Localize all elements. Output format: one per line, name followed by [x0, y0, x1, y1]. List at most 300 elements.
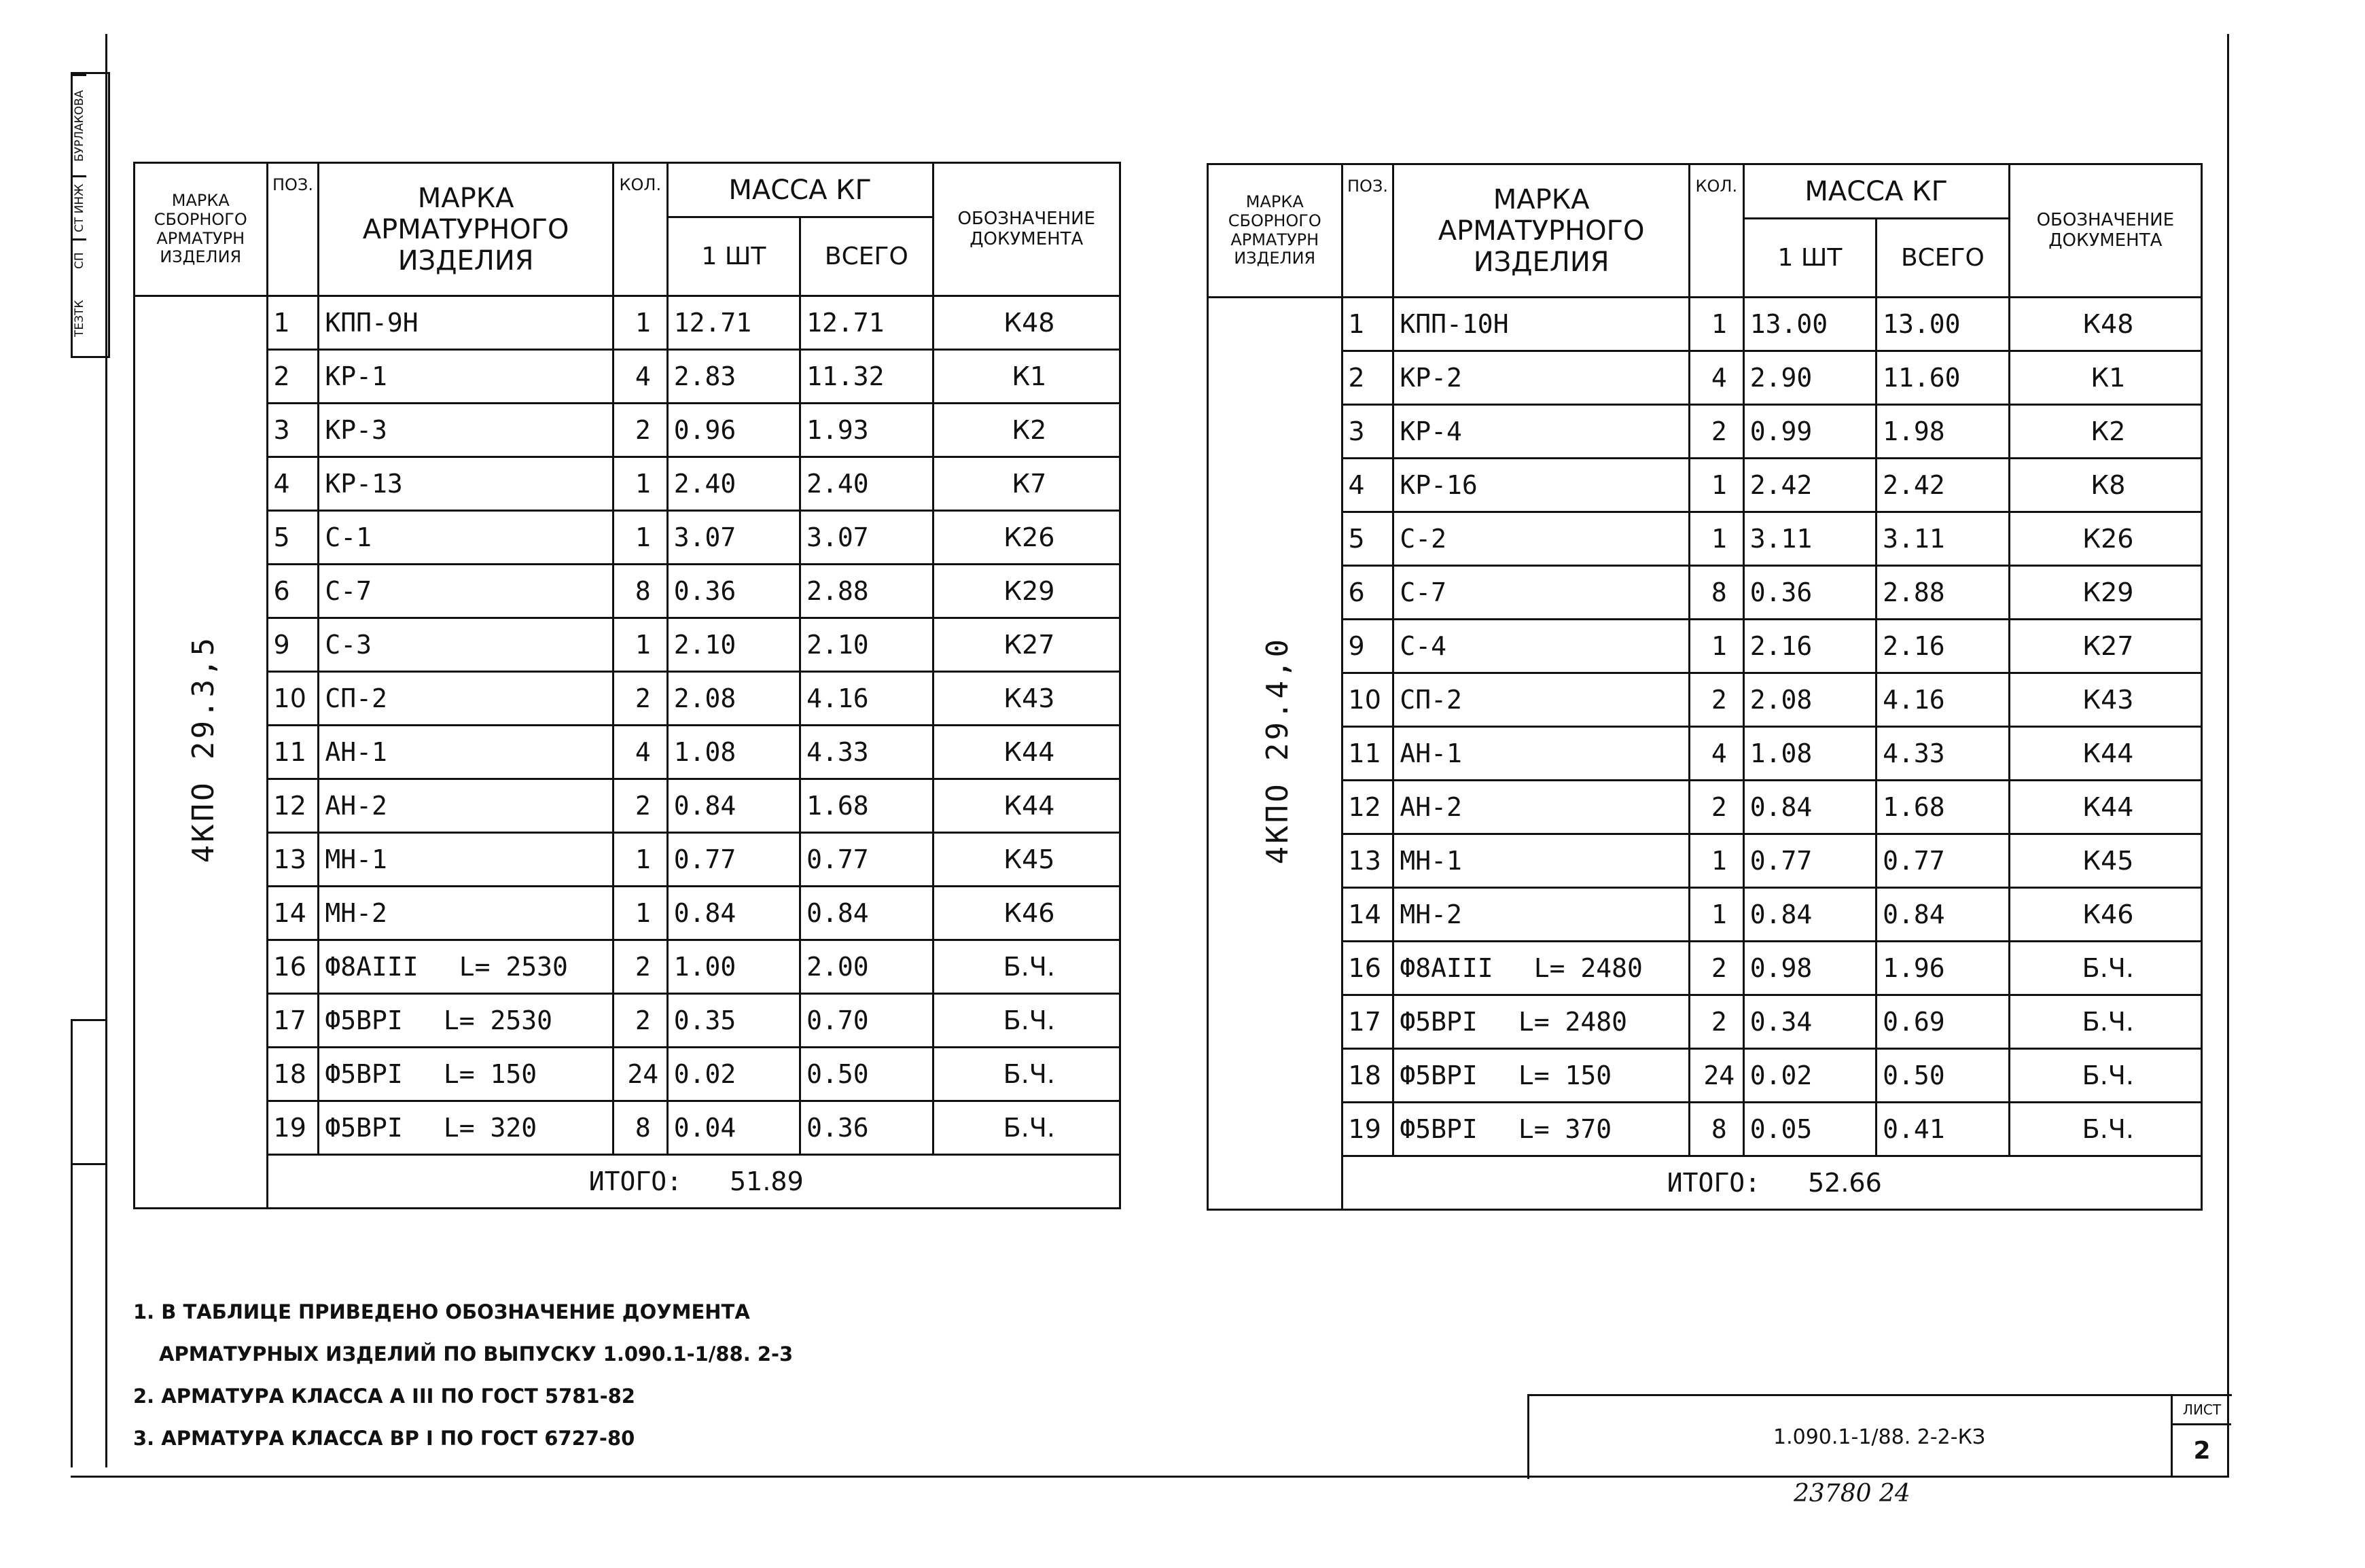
position-cell: 1 [1342, 298, 1393, 351]
frame-left-tick-2 [71, 1163, 106, 1165]
mass-one-cell: 2.42 [1743, 459, 1876, 512]
rebar-mark: Ф8АIII [325, 952, 419, 982]
rebar-mark: АН-1 [325, 737, 387, 767]
rebar-mark: КР-2 [1400, 363, 1462, 393]
rebar-mark: АН-2 [1400, 792, 1462, 822]
position-cell: 13 [1342, 834, 1393, 888]
position-cell: 10 [1342, 673, 1393, 727]
document-cell: К43 [2009, 673, 2201, 727]
mass-one-cell: 3.11 [1743, 512, 1876, 566]
sheet-number: 2 [2193, 1437, 2211, 1465]
mass-one-cell: 0.36 [1743, 566, 1876, 620]
document-cell: К29 [2009, 566, 2201, 620]
rebar-mark: МН-1 [325, 844, 387, 874]
position-cell: 12 [267, 779, 319, 833]
table-row [135, 296, 1120, 350]
table-row [135, 833, 1120, 887]
notes [133, 1291, 793, 1459]
table-row [1208, 298, 2202, 351]
table-row [1208, 351, 2202, 405]
rebar-mark: КР-1 [325, 361, 387, 391]
table-row [135, 511, 1120, 565]
table-row [1208, 1049, 2202, 1103]
total-label: ИТОГО: [588, 1166, 682, 1196]
table-row [1208, 995, 2202, 1049]
assembly-mark: 4КПО 29.3,5 [185, 635, 221, 863]
quantity-cell: 4 [613, 350, 667, 404]
stamp-cell: ТЕЗТК [73, 300, 86, 338]
rebar-mark-cell [319, 779, 613, 833]
note-1-continued: АРМАТУРНЫХ ИЗДЕЛИЙ ПО ВЫПУСКУ 1.090.1-1/88. 2-3 [159, 1342, 794, 1366]
position-cell: 12 [1342, 781, 1393, 834]
mass-total-cell: 13.00 [1877, 298, 2009, 351]
quantity-cell: 2 [1689, 995, 1743, 1049]
rebar-mark-cell [319, 296, 613, 350]
position-cell: 3 [267, 404, 319, 457]
rebar-length: L= 2530 [443, 1005, 552, 1035]
quantity-cell: 2 [1689, 942, 1743, 995]
position-cell: 18 [1342, 1049, 1393, 1103]
note-2: 2. АРМАТУРА КЛАССА А III ПО ГОСТ 5781-82 [133, 1385, 635, 1408]
table-row [135, 940, 1120, 994]
mass-one-cell: 1.08 [1743, 727, 1876, 781]
total-value: 52.66 [1808, 1168, 1882, 1198]
document-cell: Б.Ч. [2009, 942, 2201, 995]
position-cell: 3 [1342, 405, 1393, 459]
assembly-mark: 4КПО 29.4,0 [1260, 636, 1295, 865]
header-quantity: КОЛ. [613, 163, 667, 296]
document-cell: К27 [2009, 620, 2201, 673]
footer-handwritten-note: 23780 24 [1794, 1480, 1910, 1508]
rebar-mark-cell [1393, 405, 1689, 459]
rebar-mark: С-7 [1400, 577, 1447, 607]
position-cell: 4 [1342, 459, 1393, 512]
rebar-mark-cell [1393, 781, 1689, 834]
total-label: ИТОГО: [1667, 1168, 1760, 1198]
quantity-cell: 8 [613, 1101, 667, 1155]
table-row [1208, 1103, 2202, 1156]
rebar-mark: Ф5ВРI [325, 1005, 403, 1035]
mass-total-cell: 1.96 [1877, 942, 2009, 995]
table-row [135, 779, 1120, 833]
mass-total-cell: 0.84 [800, 887, 933, 940]
mass-total-cell: 2.40 [800, 457, 933, 511]
table-row [1208, 620, 2202, 673]
header-quantity: КОЛ. [1689, 164, 1743, 298]
document-cell: К8 [2009, 459, 2201, 512]
table-row [1208, 459, 2202, 512]
position-cell: 5 [1342, 512, 1393, 566]
rebar-mark-cell [1393, 298, 1689, 351]
table-row [135, 1101, 1120, 1155]
rebar-length: L= 370 [1518, 1114, 1612, 1144]
document-cell: К44 [2009, 781, 2201, 834]
mass-total-cell: 1.93 [800, 404, 933, 457]
quantity-cell: 2 [613, 994, 667, 1048]
total-cell [1342, 1156, 2201, 1210]
mass-total-cell: 11.32 [800, 350, 933, 404]
mass-one-cell: 0.98 [1743, 942, 1876, 995]
rebar-mark-cell [319, 350, 613, 404]
stamp-cell: СП [73, 238, 86, 281]
position-cell: 6 [1342, 566, 1393, 620]
header-assembly-mark: МАРКА СБОРНОГО АРМАТУРН ИЗДЕЛИЯ [135, 163, 268, 296]
document-cell: К27 [933, 618, 1120, 672]
position-cell: 2 [1342, 351, 1393, 405]
document-cell: Б.Ч. [2009, 1103, 2201, 1156]
mass-total-cell: 2.42 [1877, 459, 2009, 512]
document-cell: К48 [933, 296, 1120, 350]
mass-total-cell: 2.00 [800, 940, 933, 994]
header-mass-total: ВСЕГО [1877, 219, 2009, 298]
mass-total-cell: 4.16 [1877, 673, 2009, 727]
quantity-cell: 24 [613, 1048, 667, 1101]
document-cell: Б.Ч. [933, 994, 1120, 1048]
frame-left-margin-line [71, 1019, 73, 1467]
document-cell: К26 [2009, 512, 2201, 566]
position-cell: 19 [1342, 1103, 1393, 1156]
stamp-cell: СТ ИНЖ [73, 175, 86, 238]
rebar-mark-cell [1393, 1049, 1689, 1103]
rebar-mark-cell [1393, 459, 1689, 512]
table-row [135, 404, 1120, 457]
spec-table-right [1207, 163, 2203, 1211]
table-row [1208, 673, 2202, 727]
position-cell: 19 [267, 1101, 319, 1155]
position-cell: 2 [267, 350, 319, 404]
document-cell: К1 [933, 350, 1120, 404]
header-rebar-mark: МАРКА АРМАТУРНОГО ИЗДЕЛИЯ [1393, 164, 1689, 298]
table-row [1208, 566, 2202, 620]
mass-total-cell: 2.88 [1877, 566, 2009, 620]
mass-one-cell: 0.99 [1743, 405, 1876, 459]
header-position: ПОЗ. [267, 163, 319, 296]
mass-total-cell: 1.68 [800, 779, 933, 833]
mass-total-cell: 11.60 [1877, 351, 2009, 405]
position-cell: 14 [267, 887, 319, 940]
quantity-cell: 1 [1689, 834, 1743, 888]
rebar-mark-cell [1393, 942, 1689, 995]
rebar-mark: КПП-9Н [325, 308, 419, 338]
side-stamp [71, 72, 110, 358]
quantity-cell: 1 [1689, 620, 1743, 673]
rebar-mark: С-4 [1400, 631, 1447, 661]
rebar-mark-cell [319, 511, 613, 565]
mass-total-cell: 12.71 [800, 296, 933, 350]
document-cell: К29 [933, 565, 1120, 618]
rebar-mark-cell [1393, 888, 1689, 942]
rebar-mark-cell [319, 887, 613, 940]
header-mass-one: 1 ШТ [667, 217, 800, 296]
mass-one-cell: 0.77 [667, 833, 800, 887]
table-row [135, 672, 1120, 726]
rebar-mark: МН-2 [1400, 899, 1462, 929]
quantity-cell: 1 [613, 833, 667, 887]
document-cell: К44 [933, 726, 1120, 779]
mass-total-cell: 1.98 [1877, 405, 2009, 459]
rebar-length: L= 150 [443, 1059, 537, 1089]
mass-total-cell: 0.84 [1877, 888, 2009, 942]
quantity-cell: 1 [1689, 459, 1743, 512]
position-cell: 17 [1342, 995, 1393, 1049]
table-row [1208, 405, 2202, 459]
table-row [1208, 834, 2202, 888]
mass-total-cell: 0.50 [800, 1048, 933, 1101]
document-cell: К45 [933, 833, 1120, 887]
rebar-mark: КПП-10Н [1400, 309, 1509, 339]
rebar-mark-cell [319, 565, 613, 618]
mass-one-cell: 1.08 [667, 726, 800, 779]
mass-one-cell: 0.35 [667, 994, 800, 1048]
mass-total-cell: 2.16 [1877, 620, 2009, 673]
position-cell: 4 [267, 457, 319, 511]
mass-one-cell: 0.36 [667, 565, 800, 618]
position-cell: 6 [267, 565, 319, 618]
document-cell: Б.Ч. [2009, 1049, 2201, 1103]
rebar-mark-cell [1393, 673, 1689, 727]
quantity-cell: 1 [1689, 888, 1743, 942]
mass-one-cell: 12.71 [667, 296, 800, 350]
mass-total-cell: 0.70 [800, 994, 933, 1048]
mass-total-cell: 4.33 [800, 726, 933, 779]
document-cell: Б.Ч. [933, 1048, 1120, 1101]
header-assembly-mark: МАРКА СБОРНОГО АРМАТУРН ИЗДЕЛИЯ [1208, 164, 1342, 298]
position-cell: 9 [1342, 620, 1393, 673]
quantity-cell: 8 [1689, 566, 1743, 620]
mass-one-cell: 0.05 [1743, 1103, 1876, 1156]
table-row [135, 994, 1120, 1048]
rebar-mark-cell [1393, 620, 1689, 673]
header-mass: МАССА КГ [1743, 164, 2009, 219]
note-3: 3. АРМАТУРА КЛАССА ВР I ПО ГОСТ 6727-80 [133, 1427, 635, 1450]
quantity-cell: 8 [1689, 1103, 1743, 1156]
sheet-label: ЛИСТ [2173, 1396, 2231, 1425]
rebar-mark-cell [1393, 351, 1689, 405]
mass-one-cell: 0.84 [667, 887, 800, 940]
document-cell: Б.Ч. [2009, 995, 2201, 1049]
position-cell: 14 [1342, 888, 1393, 942]
quantity-cell: 1 [613, 511, 667, 565]
rebar-mark: Ф5ВРI [325, 1113, 403, 1143]
position-cell: 17 [267, 994, 319, 1048]
quantity-cell: 1 [1689, 298, 1743, 351]
total-row [1208, 1156, 2202, 1210]
mass-total-cell: 0.69 [1877, 995, 2009, 1049]
mass-one-cell: 0.84 [1743, 781, 1876, 834]
table-row [135, 618, 1120, 672]
mass-one-cell: 3.07 [667, 511, 800, 565]
rebar-length: L= 2530 [459, 952, 568, 982]
quantity-cell: 2 [613, 779, 667, 833]
document-cell: К44 [933, 779, 1120, 833]
quantity-cell: 2 [1689, 781, 1743, 834]
assembly-mark-cell [1208, 298, 1342, 1210]
quantity-cell: 24 [1689, 1049, 1743, 1103]
rebar-mark-cell [319, 940, 613, 994]
quantity-cell: 2 [613, 672, 667, 726]
document-cell: К44 [2009, 727, 2201, 781]
mass-one-cell: 2.90 [1743, 351, 1876, 405]
document-cell: К2 [933, 404, 1120, 457]
mass-total-cell: 1.68 [1877, 781, 2009, 834]
mass-one-cell: 0.02 [1743, 1049, 1876, 1103]
mass-one-cell: 2.83 [667, 350, 800, 404]
mass-one-cell: 2.08 [1743, 673, 1876, 727]
rebar-length: L= 320 [443, 1113, 537, 1143]
header-mass-total: ВСЕГО [800, 217, 933, 296]
rebar-mark: С-1 [325, 522, 372, 552]
rebar-mark: Ф5ВРI [1400, 1007, 1478, 1037]
table-row [135, 887, 1120, 940]
rebar-mark: С-3 [325, 630, 372, 660]
quantity-cell: 4 [613, 726, 667, 779]
document-cell: К7 [933, 457, 1120, 511]
mass-one-cell: 0.04 [667, 1101, 800, 1155]
position-cell: 11 [1342, 727, 1393, 781]
document-cell: К2 [2009, 405, 2201, 459]
document-cell: К26 [933, 511, 1120, 565]
rebar-mark-cell [1393, 1103, 1689, 1156]
rebar-mark-cell [1393, 566, 1689, 620]
rebar-mark: АН-1 [1400, 738, 1462, 768]
rebar-mark-cell [319, 994, 613, 1048]
quantity-cell: 1 [613, 618, 667, 672]
document-cell: К46 [2009, 888, 2201, 942]
rebar-mark: Ф5ВРI [1400, 1061, 1478, 1090]
document-cell: К45 [2009, 834, 2201, 888]
rebar-mark: Ф5ВРI [325, 1059, 403, 1089]
quantity-cell: 1 [1689, 512, 1743, 566]
table-row [135, 726, 1120, 779]
total-row [135, 1155, 1120, 1209]
rebar-mark-cell [319, 457, 613, 511]
mass-one-cell: 0.34 [1743, 995, 1876, 1049]
rebar-mark-cell [319, 833, 613, 887]
mass-total-cell: 4.16 [800, 672, 933, 726]
rebar-length: L= 150 [1518, 1061, 1612, 1090]
header-position: ПОЗ. [1342, 164, 1393, 298]
document-cell: К43 [933, 672, 1120, 726]
quantity-cell: 4 [1689, 727, 1743, 781]
rebar-mark: С-2 [1400, 524, 1447, 554]
quantity-cell: 1 [613, 296, 667, 350]
mass-one-cell: 2.08 [667, 672, 800, 726]
position-cell: 1 [267, 296, 319, 350]
header-document: ОБОЗНАЧЕНИЕ ДОКУМЕНТА [2009, 164, 2201, 298]
rebar-mark-cell [319, 1048, 613, 1101]
header-document: ОБОЗНАЧЕНИЕ ДОКУМЕНТА [933, 163, 1120, 296]
rebar-length: L= 2480 [1518, 1007, 1627, 1037]
position-cell: 10 [267, 672, 319, 726]
rebar-mark-cell [1393, 727, 1689, 781]
assembly-mark-cell [135, 296, 268, 1209]
quantity-cell: 8 [613, 565, 667, 618]
mass-total-cell: 3.07 [800, 511, 933, 565]
mass-one-cell: 0.84 [667, 779, 800, 833]
document-cell: Б.Ч. [933, 940, 1120, 994]
rebar-mark: СП-2 [325, 683, 387, 713]
mass-total-cell: 2.88 [800, 565, 933, 618]
mass-total-cell: 4.33 [1877, 727, 2009, 781]
position-cell: 9 [267, 618, 319, 672]
table-row [135, 565, 1120, 618]
quantity-cell: 2 [613, 404, 667, 457]
quantity-cell: 2 [613, 940, 667, 994]
rebar-mark: С-7 [325, 576, 372, 606]
position-cell: 16 [1342, 942, 1393, 995]
rebar-mark: МН-1 [1400, 846, 1462, 876]
total-cell [267, 1155, 1120, 1209]
position-cell: 11 [267, 726, 319, 779]
sheet-box [2171, 1394, 2231, 1478]
table-row [135, 1048, 1120, 1101]
table-row [1208, 512, 2202, 566]
document-cell: Б.Ч. [933, 1101, 1120, 1155]
mass-one-cell: 2.40 [667, 457, 800, 511]
table-row [1208, 942, 2202, 995]
rebar-mark: СП-2 [1400, 685, 1462, 715]
rebar-mark: КР-3 [325, 415, 387, 445]
rebar-mark-cell [1393, 995, 1689, 1049]
position-cell: 5 [267, 511, 319, 565]
rebar-mark-cell [319, 726, 613, 779]
rebar-mark: Ф5ВРI [1400, 1114, 1478, 1144]
mass-total-cell: 3.11 [1877, 512, 2009, 566]
table-row [1208, 781, 2202, 834]
mass-total-cell: 0.41 [1877, 1103, 2009, 1156]
rebar-mark: Ф8АIII [1400, 953, 1493, 983]
rebar-mark-cell [319, 404, 613, 457]
rebar-mark-cell [319, 672, 613, 726]
position-cell: 13 [267, 833, 319, 887]
mass-total-cell: 0.36 [800, 1101, 933, 1155]
quantity-cell: 2 [1689, 673, 1743, 727]
document-code: 1.090.1-1/88. 2-2-КЗ [1773, 1425, 1986, 1449]
mass-one-cell: 2.16 [1743, 620, 1876, 673]
mass-one-cell: 0.02 [667, 1048, 800, 1101]
quantity-cell: 1 [613, 887, 667, 940]
mass-total-cell: 0.77 [1877, 834, 2009, 888]
mass-total-cell: 0.50 [1877, 1049, 2009, 1103]
header-mass: МАССА КГ [667, 163, 933, 217]
position-cell: 16 [267, 940, 319, 994]
quantity-cell: 4 [1689, 351, 1743, 405]
table-row [135, 350, 1120, 404]
mass-total-cell: 2.10 [800, 618, 933, 672]
rebar-length: L= 2480 [1533, 953, 1643, 983]
quantity-cell: 2 [1689, 405, 1743, 459]
header-mass-one: 1 ШТ [1743, 219, 1876, 298]
quantity-cell: 1 [613, 457, 667, 511]
rebar-mark-cell [319, 618, 613, 672]
mass-one-cell: 13.00 [1743, 298, 1876, 351]
mass-one-cell: 0.77 [1743, 834, 1876, 888]
stamp-cell: БУРЛАКОВА [73, 74, 86, 175]
mass-total-cell: 0.77 [800, 833, 933, 887]
rebar-mark: КР-13 [325, 469, 403, 499]
rebar-mark-cell [1393, 512, 1689, 566]
mass-one-cell: 2.10 [667, 618, 800, 672]
rebar-mark: КР-16 [1400, 470, 1478, 500]
spec-table-left [133, 162, 1121, 1209]
document-cell: К1 [2009, 351, 2201, 405]
note-1: 1. В ТАБЛИЦЕ ПРИВЕДЕНО ОБОЗНАЧЕНИЕ ДОУМЕНТА [133, 1300, 750, 1323]
header-rebar-mark: МАРКА АРМАТУРНОГО ИЗДЕЛИЯ [319, 163, 613, 296]
table-row [1208, 727, 2202, 781]
rebar-mark: АН-2 [325, 791, 387, 821]
rebar-mark-cell [319, 1101, 613, 1155]
document-cell: К46 [933, 887, 1120, 940]
